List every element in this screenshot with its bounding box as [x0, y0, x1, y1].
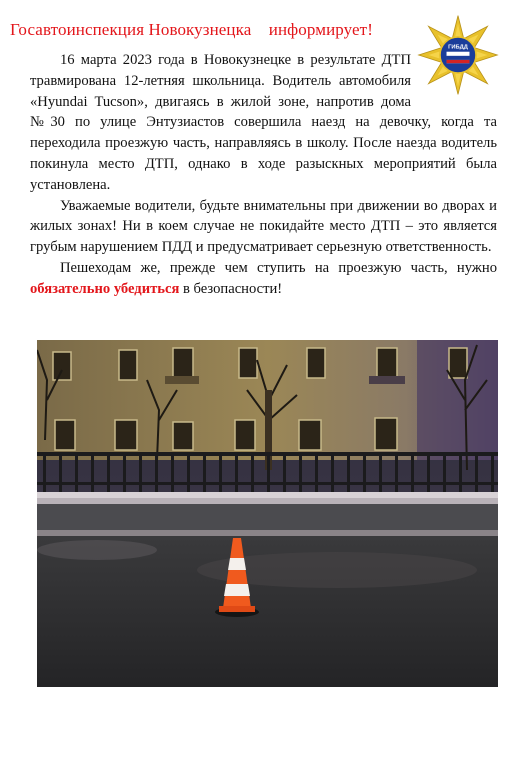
page-title: Госавтоинспекция Новокузнецка информирует! — [10, 20, 373, 39]
article-paragraph: Уважаемые водители, будьте внимательны при движении во дворах и жилых зонах! Ни в коем случае не покидайте место ДТП – это является грубым нарушением ПДД и предусматривает серьезную ответственность. — [30, 197, 497, 256]
article-body — [30, 50, 497, 300]
article-paragraph: 16 марта 2023 года в Новокузнецке в результате ДТП травмирована 12-летняя школьница. Водитель автомобиля «Hyundai Tucson», двигаясь в жилой зоне, напротив дома №30 по улице Энтузиастов совершила наезд на девочку, когда та переходила проезжую часть, направляясь в школу. После наезда водитель покинула место ДТП, однако в ходе разыскных мероприятий была установлена. — [30, 52, 497, 193]
emblem-label: ГИБДД — [448, 44, 468, 51]
paragraph-text: в безопасности! — [179, 280, 283, 297]
article-paragraph — [30, 258, 497, 300]
paragraph-text: Пешеходам же, прежде чем ступить на проезжую часть, нужно — [60, 259, 497, 276]
accident-scene-photo — [37, 340, 498, 687]
emphasis-text: обязательно убедиться — [30, 280, 180, 297]
